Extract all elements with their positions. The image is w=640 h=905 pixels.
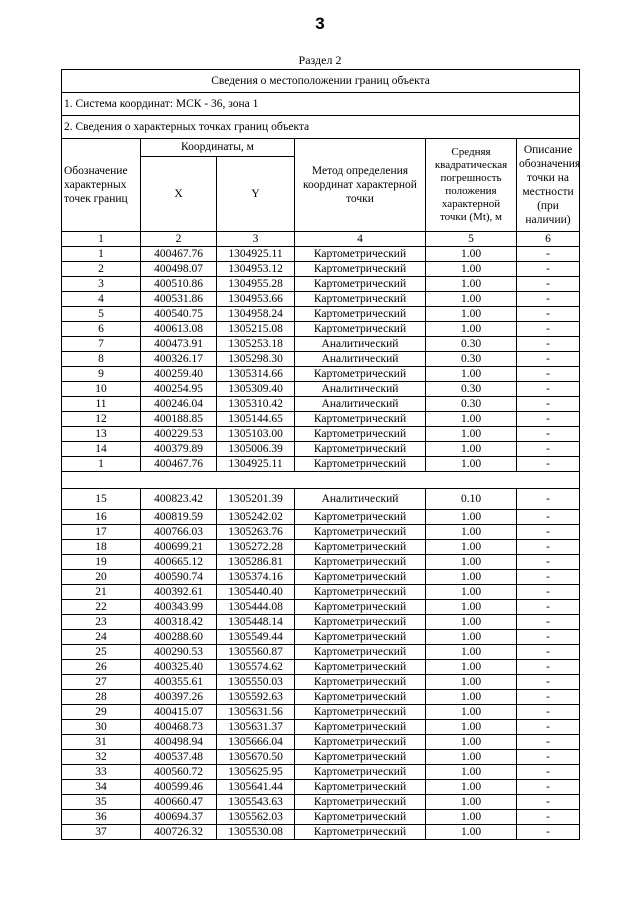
accuracy-cell: 1.00 xyxy=(426,600,517,615)
coord-y-cell: 1304958.24 xyxy=(217,307,295,322)
method-cell: Картометрический xyxy=(295,427,426,442)
coord-y-cell: 1304955.28 xyxy=(217,277,295,292)
description-cell: - xyxy=(517,600,580,615)
accuracy-cell: 1.00 xyxy=(426,705,517,720)
table-row xyxy=(62,457,580,472)
table-row xyxy=(62,489,580,510)
coord-y-cell: 1304925.11 xyxy=(217,457,295,472)
accuracy-cell: 0.30 xyxy=(426,397,517,412)
accuracy-cell: 0.10 xyxy=(426,489,517,510)
description-cell: - xyxy=(517,442,580,457)
coord-y-cell: 1305310.42 xyxy=(217,397,295,412)
separator-row xyxy=(62,472,580,489)
accuracy-cell: 1.00 xyxy=(426,780,517,795)
table-row xyxy=(62,750,580,765)
coord-y-cell: 1305631.56 xyxy=(217,705,295,720)
point-id-cell: 17 xyxy=(62,525,141,540)
coord-y-cell: 1304953.12 xyxy=(217,262,295,277)
point-id-cell: 37 xyxy=(62,825,141,840)
accuracy-cell: 1.00 xyxy=(426,307,517,322)
table-row xyxy=(62,600,580,615)
point-id-cell: 5 xyxy=(62,307,141,322)
method-cell: Картометрический xyxy=(295,615,426,630)
description-cell: - xyxy=(517,510,580,525)
coord-x-cell: 400468.73 xyxy=(141,720,217,735)
header-point: Обозначение характерных точек границ xyxy=(62,139,141,232)
description-cell: - xyxy=(517,660,580,675)
coord-y-cell: 1305562.03 xyxy=(217,810,295,825)
description-cell: - xyxy=(517,780,580,795)
description-cell: - xyxy=(517,367,580,382)
coord-x-cell: 400355.61 xyxy=(141,675,217,690)
table-row xyxy=(62,412,580,427)
method-cell: Картометрический xyxy=(295,262,426,277)
point-id-cell: 1 xyxy=(62,247,141,262)
table-row xyxy=(62,442,580,457)
description-cell: - xyxy=(517,262,580,277)
table-row xyxy=(62,615,580,630)
point-id-cell: 36 xyxy=(62,810,141,825)
description-cell: - xyxy=(517,720,580,735)
coord-x-cell: 400288.60 xyxy=(141,630,217,645)
method-cell: Картометрический xyxy=(295,675,426,690)
coord-x-cell: 400694.37 xyxy=(141,810,217,825)
coord-x-cell: 400290.53 xyxy=(141,645,217,660)
description-cell: - xyxy=(517,675,580,690)
boundary-points-table xyxy=(61,69,580,840)
method-cell: Картометрический xyxy=(295,457,426,472)
accuracy-cell: 0.30 xyxy=(426,337,517,352)
method-cell: Картометрический xyxy=(295,690,426,705)
accuracy-cell: 1.00 xyxy=(426,292,517,307)
accuracy-cell: 1.00 xyxy=(426,825,517,840)
column-number: 5 xyxy=(426,232,517,247)
table-row xyxy=(62,337,580,352)
method-cell: Картометрический xyxy=(295,600,426,615)
point-id-cell: 34 xyxy=(62,780,141,795)
point-id-cell: 14 xyxy=(62,442,141,457)
separator-cell xyxy=(62,472,580,489)
table-row xyxy=(62,427,580,442)
point-id-cell: 24 xyxy=(62,630,141,645)
method-cell: Картометрический xyxy=(295,412,426,427)
table-row xyxy=(62,630,580,645)
column-numbers-row xyxy=(62,232,580,247)
accuracy-cell: 1.00 xyxy=(426,322,517,337)
accuracy-cell: 1.00 xyxy=(426,630,517,645)
coord-x-cell: 400599.46 xyxy=(141,780,217,795)
method-cell: Аналитический xyxy=(295,489,426,510)
coord-y-cell: 1304953.66 xyxy=(217,292,295,307)
accuracy-cell: 1.00 xyxy=(426,525,517,540)
method-cell: Картометрический xyxy=(295,540,426,555)
point-id-cell: 9 xyxy=(62,367,141,382)
accuracy-cell: 1.00 xyxy=(426,412,517,427)
coord-x-cell: 400392.61 xyxy=(141,585,217,600)
coord-x-cell: 400467.76 xyxy=(141,457,217,472)
point-id-cell: 1 xyxy=(62,457,141,472)
coord-x-cell: 400343.99 xyxy=(141,600,217,615)
point-id-cell: 3 xyxy=(62,277,141,292)
accuracy-cell: 1.00 xyxy=(426,765,517,780)
accuracy-cell: 1.00 xyxy=(426,585,517,600)
coord-y-cell: 1305550.03 xyxy=(217,675,295,690)
table-row xyxy=(62,277,580,292)
header-coordinates: Координаты, м xyxy=(141,139,295,157)
coord-y-cell: 1305286.81 xyxy=(217,555,295,570)
coord-y-cell: 1305670.50 xyxy=(217,750,295,765)
method-cell: Картометрический xyxy=(295,750,426,765)
table-row xyxy=(62,367,580,382)
coord-y-cell: 1304925.11 xyxy=(217,247,295,262)
description-cell: - xyxy=(517,825,580,840)
method-cell: Картометрический xyxy=(295,292,426,307)
accuracy-cell: 1.00 xyxy=(426,615,517,630)
description-cell: - xyxy=(517,457,580,472)
coord-x-cell: 400473.91 xyxy=(141,337,217,352)
accuracy-cell: 1.00 xyxy=(426,427,517,442)
coord-x-cell: 400510.86 xyxy=(141,277,217,292)
coord-x-cell: 400318.42 xyxy=(141,615,217,630)
coord-x-cell: 400326.17 xyxy=(141,352,217,367)
column-number: 2 xyxy=(141,232,217,247)
point-id-cell: 28 xyxy=(62,690,141,705)
coord-y-cell: 1305314.66 xyxy=(217,367,295,382)
table-row xyxy=(62,825,580,840)
coord-y-cell: 1305448.14 xyxy=(217,615,295,630)
table-row xyxy=(62,510,580,525)
description-cell: - xyxy=(517,630,580,645)
description-cell: - xyxy=(517,705,580,720)
coord-x-cell: 400415.07 xyxy=(141,705,217,720)
description-cell: - xyxy=(517,307,580,322)
description-cell: - xyxy=(517,352,580,367)
coord-x-cell: 400660.47 xyxy=(141,795,217,810)
point-id-cell: 11 xyxy=(62,397,141,412)
accuracy-cell: 1.00 xyxy=(426,457,517,472)
method-cell: Картометрический xyxy=(295,510,426,525)
coord-x-cell: 400246.04 xyxy=(141,397,217,412)
description-cell: - xyxy=(517,322,580,337)
method-cell: Картометрический xyxy=(295,525,426,540)
method-cell: Картометрический xyxy=(295,705,426,720)
method-cell: Картометрический xyxy=(295,735,426,750)
accuracy-cell: 0.30 xyxy=(426,352,517,367)
coord-x-cell: 400537.48 xyxy=(141,750,217,765)
coord-x-cell: 400699.21 xyxy=(141,540,217,555)
table-row xyxy=(62,382,580,397)
table-row xyxy=(62,765,580,780)
method-cell: Картометрический xyxy=(295,555,426,570)
description-cell: - xyxy=(517,397,580,412)
coord-y-cell: 1305253.18 xyxy=(217,337,295,352)
method-cell: Картометрический xyxy=(295,322,426,337)
table-row xyxy=(62,525,580,540)
table-row xyxy=(62,675,580,690)
point-id-cell: 20 xyxy=(62,570,141,585)
method-cell: Картометрический xyxy=(295,720,426,735)
accuracy-cell: 1.00 xyxy=(426,720,517,735)
coord-x-cell: 400823.42 xyxy=(141,489,217,510)
description-cell: - xyxy=(517,735,580,750)
coord-x-cell: 400379.89 xyxy=(141,442,217,457)
description-cell: - xyxy=(517,750,580,765)
description-cell: - xyxy=(517,525,580,540)
coord-y-cell: 1305641.44 xyxy=(217,780,295,795)
table-row xyxy=(62,645,580,660)
accuracy-cell: 1.00 xyxy=(426,277,517,292)
accuracy-cell: 1.00 xyxy=(426,690,517,705)
table-row xyxy=(62,780,580,795)
coord-x-cell: 400665.12 xyxy=(141,555,217,570)
column-number: 6 xyxy=(517,232,580,247)
description-cell: - xyxy=(517,337,580,352)
description-cell: - xyxy=(517,765,580,780)
point-id-cell: 2 xyxy=(62,262,141,277)
description-cell: - xyxy=(517,540,580,555)
coord-y-cell: 1305201.39 xyxy=(217,489,295,510)
coord-x-cell: 400467.76 xyxy=(141,247,217,262)
method-cell: Картометрический xyxy=(295,247,426,262)
table-row xyxy=(62,262,580,277)
coord-x-cell: 400498.94 xyxy=(141,735,217,750)
header-method: Метод определения координат характерной точки xyxy=(295,139,426,232)
coord-y-cell: 1305666.04 xyxy=(217,735,295,750)
description-cell: - xyxy=(517,615,580,630)
coord-x-cell: 400560.72 xyxy=(141,765,217,780)
method-cell: Картометрический xyxy=(295,795,426,810)
point-id-cell: 31 xyxy=(62,735,141,750)
method-cell: Картометрический xyxy=(295,780,426,795)
coord-y-cell: 1305006.39 xyxy=(217,442,295,457)
method-cell: Картометрический xyxy=(295,810,426,825)
coord-y-cell: 1305263.76 xyxy=(217,525,295,540)
table-row xyxy=(62,555,580,570)
table-row xyxy=(62,540,580,555)
method-cell: Картометрический xyxy=(295,442,426,457)
accuracy-cell: 1.00 xyxy=(426,795,517,810)
coord-x-cell: 400726.32 xyxy=(141,825,217,840)
method-cell: Картометрический xyxy=(295,765,426,780)
table-row xyxy=(62,660,580,675)
method-cell: Картометрический xyxy=(295,645,426,660)
point-id-cell: 8 xyxy=(62,352,141,367)
accuracy-cell: 1.00 xyxy=(426,810,517,825)
description-cell: - xyxy=(517,555,580,570)
accuracy-cell: 1.00 xyxy=(426,675,517,690)
point-id-cell: 18 xyxy=(62,540,141,555)
method-cell: Картометрический xyxy=(295,570,426,585)
table-row xyxy=(62,705,580,720)
method-cell: Картометрический xyxy=(295,660,426,675)
table-row xyxy=(62,690,580,705)
description-cell: - xyxy=(517,570,580,585)
coord-y-cell: 1305144.65 xyxy=(217,412,295,427)
coord-x-cell: 400325.40 xyxy=(141,660,217,675)
coord-y-cell: 1305549.44 xyxy=(217,630,295,645)
point-id-cell: 6 xyxy=(62,322,141,337)
point-id-cell: 35 xyxy=(62,795,141,810)
coord-x-cell: 400540.75 xyxy=(141,307,217,322)
point-id-cell: 22 xyxy=(62,600,141,615)
point-id-cell: 12 xyxy=(62,412,141,427)
method-cell: Картометрический xyxy=(295,585,426,600)
table-row xyxy=(62,810,580,825)
accuracy-cell: 1.00 xyxy=(426,735,517,750)
table-row xyxy=(62,307,580,322)
header-description: Описание обозначения точки на местности (при наличии) xyxy=(517,139,580,232)
accuracy-cell: 0.30 xyxy=(426,382,517,397)
coord-x-cell: 400397.26 xyxy=(141,690,217,705)
section-label: Раздел 2 xyxy=(298,53,342,67)
coord-y-cell: 1305440.40 xyxy=(217,585,295,600)
method-cell: Аналитический xyxy=(295,352,426,367)
coord-x-cell: 400498.07 xyxy=(141,262,217,277)
table-row xyxy=(62,322,580,337)
coord-x-cell: 400613.08 xyxy=(141,322,217,337)
coord-y-cell: 1305592.63 xyxy=(217,690,295,705)
table-row xyxy=(62,570,580,585)
table-row xyxy=(62,735,580,750)
coord-x-cell: 400590.74 xyxy=(141,570,217,585)
description-cell: - xyxy=(517,382,580,397)
coord-y-cell: 1305242.02 xyxy=(217,510,295,525)
coord-y-cell: 1305444.08 xyxy=(217,600,295,615)
header-y: Y xyxy=(217,157,295,232)
accuracy-cell: 1.00 xyxy=(426,660,517,675)
accuracy-cell: 1.00 xyxy=(426,442,517,457)
description-cell: - xyxy=(517,277,580,292)
coord-x-cell: 400229.53 xyxy=(141,427,217,442)
table-row xyxy=(62,397,580,412)
coord-y-cell: 1305625.95 xyxy=(217,765,295,780)
point-id-cell: 30 xyxy=(62,720,141,735)
table-row xyxy=(62,247,580,262)
coord-y-cell: 1305574.62 xyxy=(217,660,295,675)
column-number: 3 xyxy=(217,232,295,247)
point-id-cell: 21 xyxy=(62,585,141,600)
point-id-cell: 27 xyxy=(62,675,141,690)
coord-y-cell: 1305560.87 xyxy=(217,645,295,660)
accuracy-cell: 1.00 xyxy=(426,555,517,570)
coord-y-cell: 1305215.08 xyxy=(217,322,295,337)
description-cell: - xyxy=(517,292,580,307)
point-id-cell: 15 xyxy=(62,489,141,510)
description-cell: - xyxy=(517,489,580,510)
coord-y-cell: 1305374.16 xyxy=(217,570,295,585)
coord-y-cell: 1305272.28 xyxy=(217,540,295,555)
point-id-cell: 7 xyxy=(62,337,141,352)
description-cell: - xyxy=(517,810,580,825)
method-cell: Аналитический xyxy=(295,337,426,352)
point-id-cell: 33 xyxy=(62,765,141,780)
description-cell: - xyxy=(517,247,580,262)
point-id-cell: 16 xyxy=(62,510,141,525)
method-cell: Аналитический xyxy=(295,397,426,412)
accuracy-cell: 1.00 xyxy=(426,510,517,525)
header-accuracy: Средняя квадратическая погрешность положения характерной точки (Mt), м xyxy=(426,139,517,232)
method-cell: Аналитический xyxy=(295,382,426,397)
accuracy-cell: 1.00 xyxy=(426,367,517,382)
method-cell: Картометрический xyxy=(295,307,426,322)
column-number: 4 xyxy=(295,232,426,247)
coord-y-cell: 1305631.37 xyxy=(217,720,295,735)
accuracy-cell: 1.00 xyxy=(426,262,517,277)
header-x: X xyxy=(141,157,217,232)
coord-x-cell: 400188.85 xyxy=(141,412,217,427)
point-id-cell: 26 xyxy=(62,660,141,675)
table-row xyxy=(62,720,580,735)
description-cell: - xyxy=(517,645,580,660)
description-cell: - xyxy=(517,690,580,705)
coord-x-cell: 400819.59 xyxy=(141,510,217,525)
accuracy-cell: 1.00 xyxy=(426,645,517,660)
point-id-cell: 4 xyxy=(62,292,141,307)
page-number: 3 xyxy=(315,14,325,33)
coord-x-cell: 400254.95 xyxy=(141,382,217,397)
accuracy-cell: 1.00 xyxy=(426,247,517,262)
point-id-cell: 29 xyxy=(62,705,141,720)
point-id-cell: 25 xyxy=(62,645,141,660)
table-title: Сведения о местоположении границ объекта xyxy=(62,70,580,93)
method-cell: Картометрический xyxy=(295,367,426,382)
coord-x-cell: 400766.03 xyxy=(141,525,217,540)
coordinate-system: 1. Система координат: МСК - 36, зона 1 xyxy=(62,93,580,116)
coord-y-cell: 1305298.30 xyxy=(217,352,295,367)
point-id-cell: 19 xyxy=(62,555,141,570)
points-section-title: 2. Сведения о характерных точках границ объекта xyxy=(62,116,580,139)
description-cell: - xyxy=(517,412,580,427)
description-cell: - xyxy=(517,795,580,810)
point-id-cell: 23 xyxy=(62,615,141,630)
coord-y-cell: 1305543.63 xyxy=(217,795,295,810)
table-row xyxy=(62,795,580,810)
description-cell: - xyxy=(517,585,580,600)
point-id-cell: 13 xyxy=(62,427,141,442)
accuracy-cell: 1.00 xyxy=(426,750,517,765)
coord-x-cell: 400531.86 xyxy=(141,292,217,307)
coord-x-cell: 400259.40 xyxy=(141,367,217,382)
table-row xyxy=(62,585,580,600)
method-cell: Картометрический xyxy=(295,630,426,645)
table-row xyxy=(62,292,580,307)
point-id-cell: 10 xyxy=(62,382,141,397)
method-cell: Картометрический xyxy=(295,277,426,292)
accuracy-cell: 1.00 xyxy=(426,540,517,555)
accuracy-cell: 1.00 xyxy=(426,570,517,585)
coord-y-cell: 1305309.40 xyxy=(217,382,295,397)
method-cell: Картометрический xyxy=(295,825,426,840)
column-number: 1 xyxy=(62,232,141,247)
point-id-cell: 32 xyxy=(62,750,141,765)
description-cell: - xyxy=(517,427,580,442)
table-row xyxy=(62,352,580,367)
coord-y-cell: 1305530.08 xyxy=(217,825,295,840)
coord-y-cell: 1305103.00 xyxy=(217,427,295,442)
